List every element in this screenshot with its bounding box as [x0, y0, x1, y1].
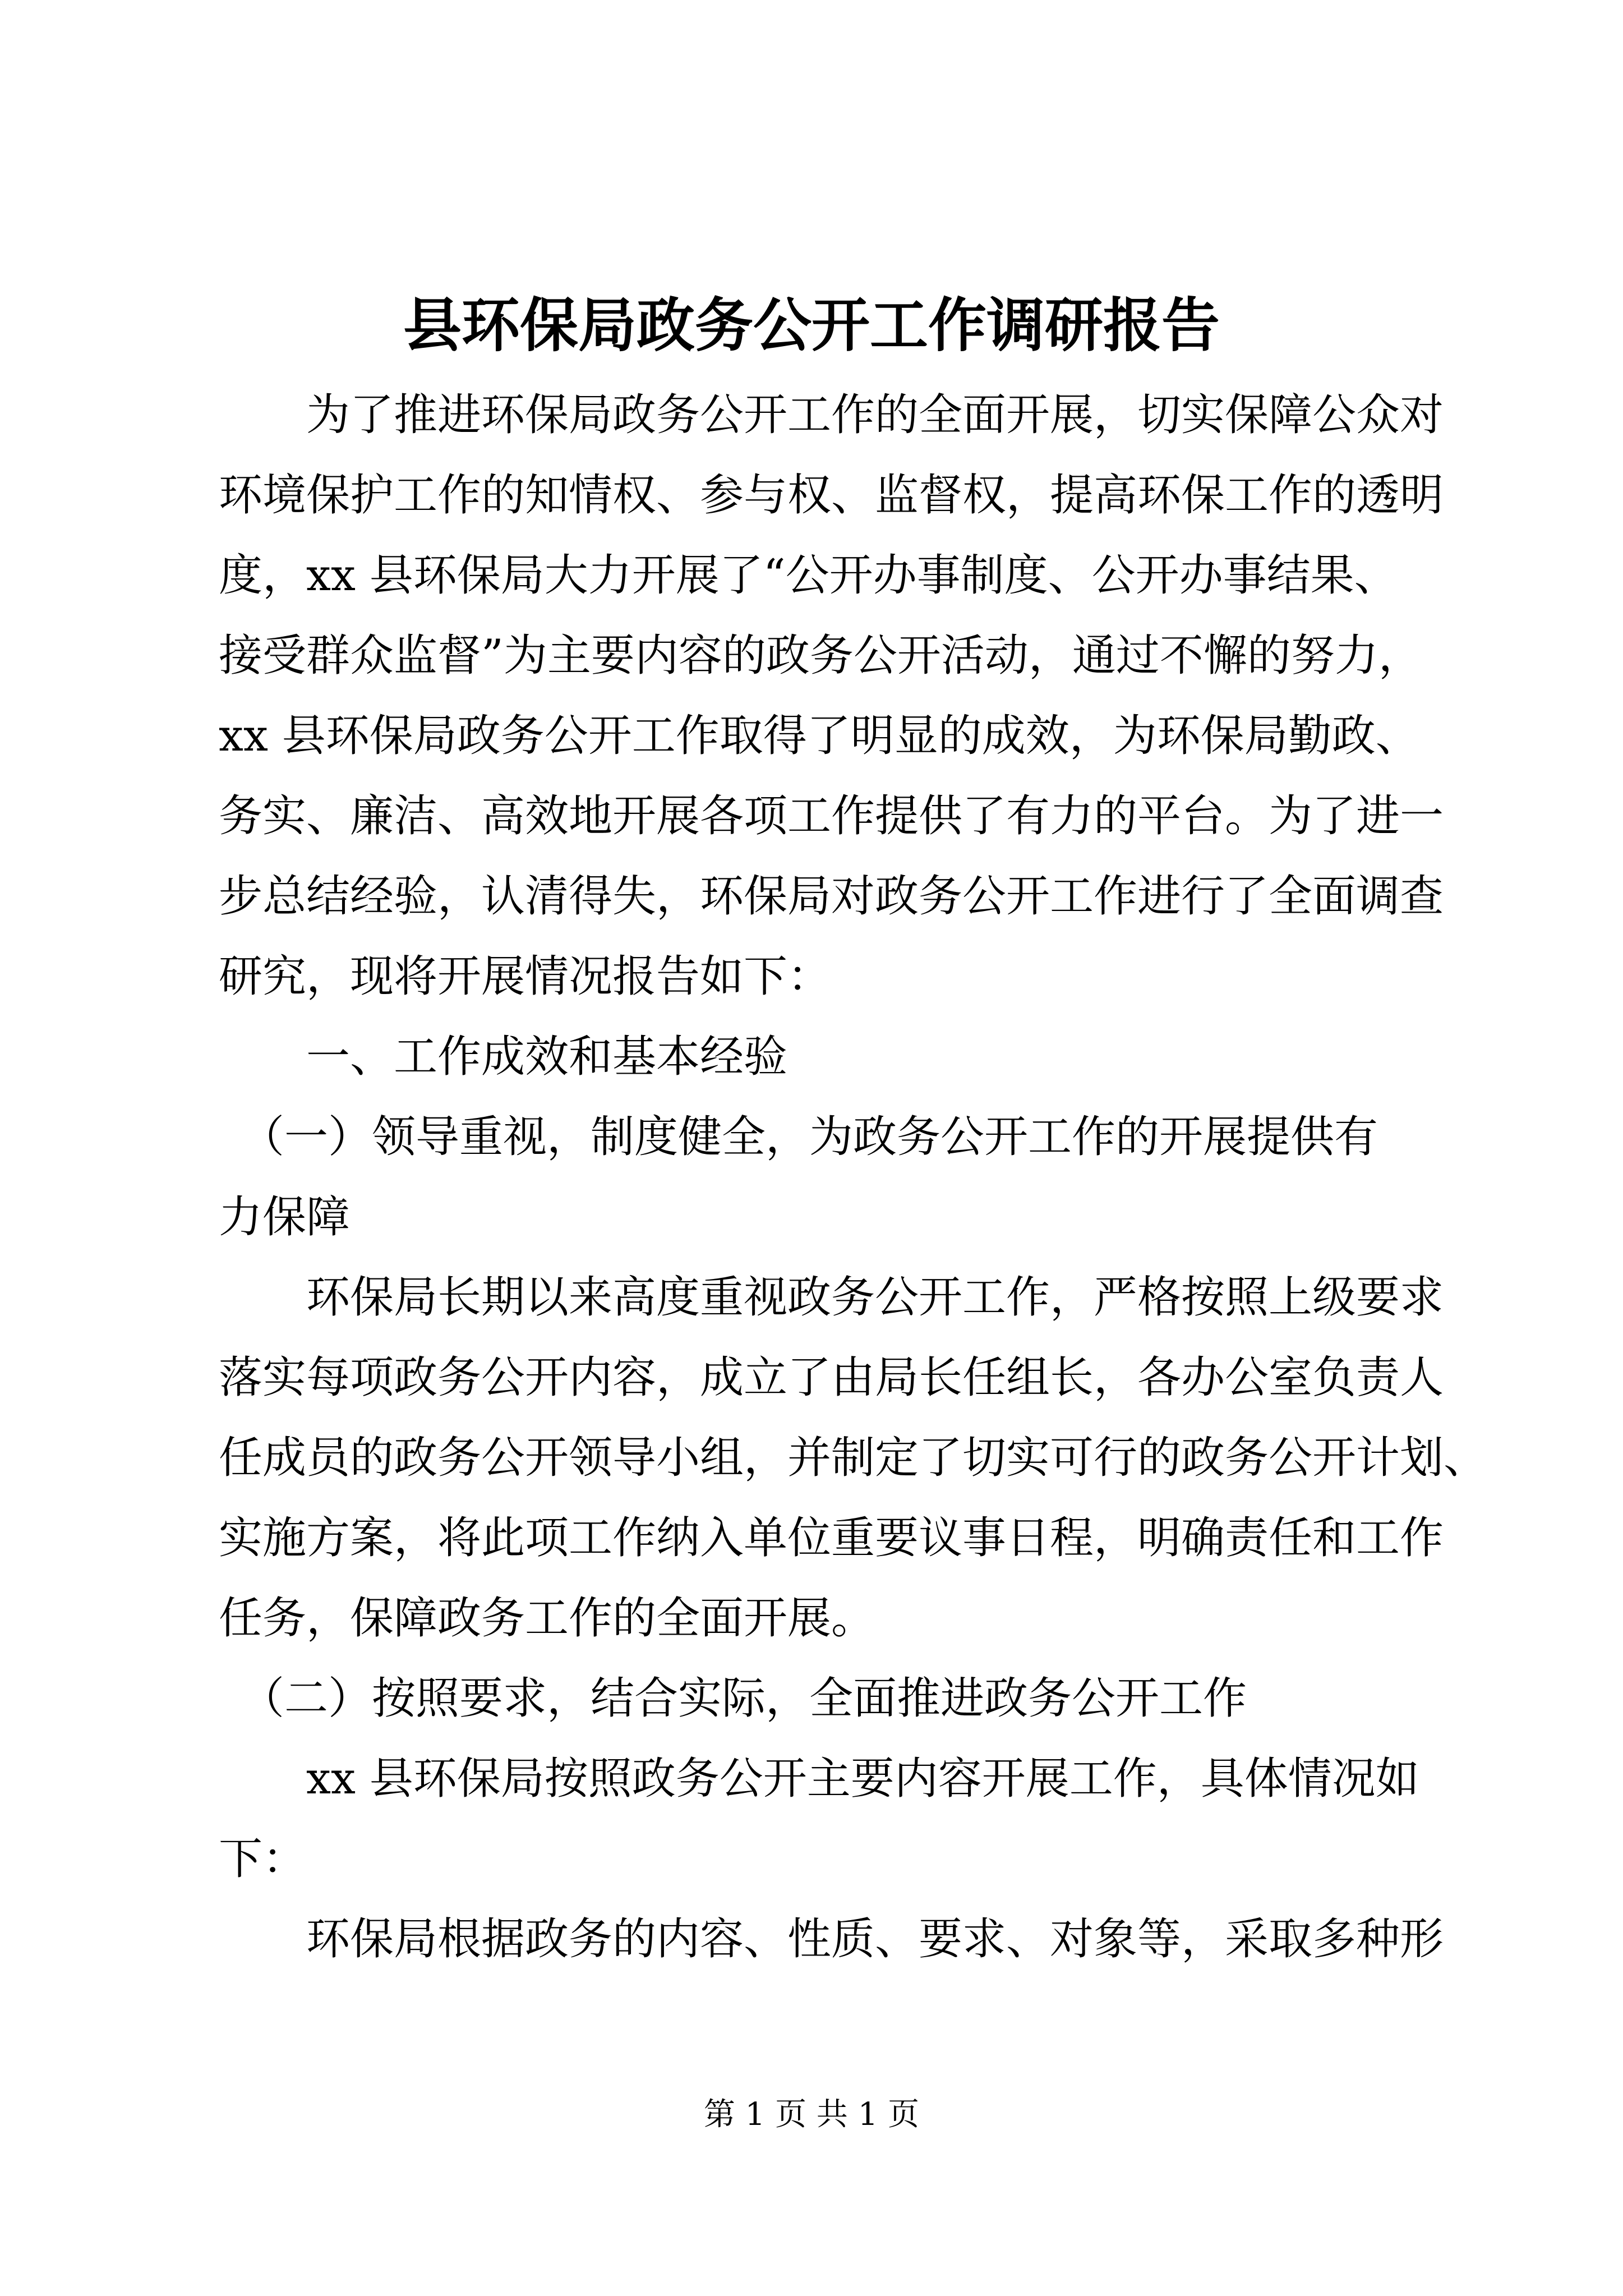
subsection-heading: （一）领导重视，制度健全，为政务公开工作的开展提供有: [219, 1112, 1378, 1162]
body-line: 为了推进环保局政务公开工作的全面开展，切实保障公众对: [219, 390, 1444, 440]
body-line: 落实每项政务公开内容，成立了由局长任组长，各办公室负责人: [219, 1352, 1444, 1403]
body-line: 环保局根据政务的内容、性质、要求、对象等，采取多种形: [219, 1914, 1444, 1964]
body-line: 实施方案，将此项工作纳入单位重要议事日程，明确责任和工作: [219, 1513, 1444, 1563]
document-title: 县环保局政务公开工作调研报告: [403, 291, 1220, 360]
body-line: 下：: [219, 1834, 307, 1884]
body-line: xx 县环保局按照政务公开主要内容开展工作，具体情况如: [219, 1754, 1419, 1804]
body-line: 任务，保障政务工作的全面开展。: [219, 1593, 875, 1644]
section-heading: 一、工作成效和基本经验: [219, 1032, 788, 1082]
subsection-heading: （二）按照要求，结合实际，全面推进政务公开工作: [219, 1673, 1247, 1724]
subsection-heading: 力保障: [219, 1192, 351, 1243]
page-footer: 第 1 页 共 1 页: [703, 2096, 920, 2133]
body-line: 务实、廉洁、高效地开展各项工作提供了有力的平台。为了进一: [219, 791, 1444, 841]
body-line: 任成员的政务公开领导小组，并制定了切实可行的政务公开计划、: [219, 1433, 1488, 1483]
body-line: 度，xx 县环保局大力开展了“公开办事制度、公开办事结果、: [219, 550, 1398, 601]
body-line: 环保局长期以来高度重视政务公开工作，严格按照上级要求: [219, 1272, 1444, 1323]
body-line: 接受群众监督”为主要内容的政务公开活动，通过不懈的努力，: [219, 631, 1422, 681]
body-line: xx 县环保局政务公开工作取得了明显的成效，为环保局勤政、: [219, 711, 1419, 761]
body-line: 研究，现将开展情况报告如下：: [219, 951, 832, 1002]
body-line: 步总结经验，认清得失，环保局对政务公开工作进行了全面调查: [219, 871, 1444, 922]
body-line: 环境保护工作的知情权、参与权、监督权，提高环保工作的透明: [219, 470, 1444, 521]
